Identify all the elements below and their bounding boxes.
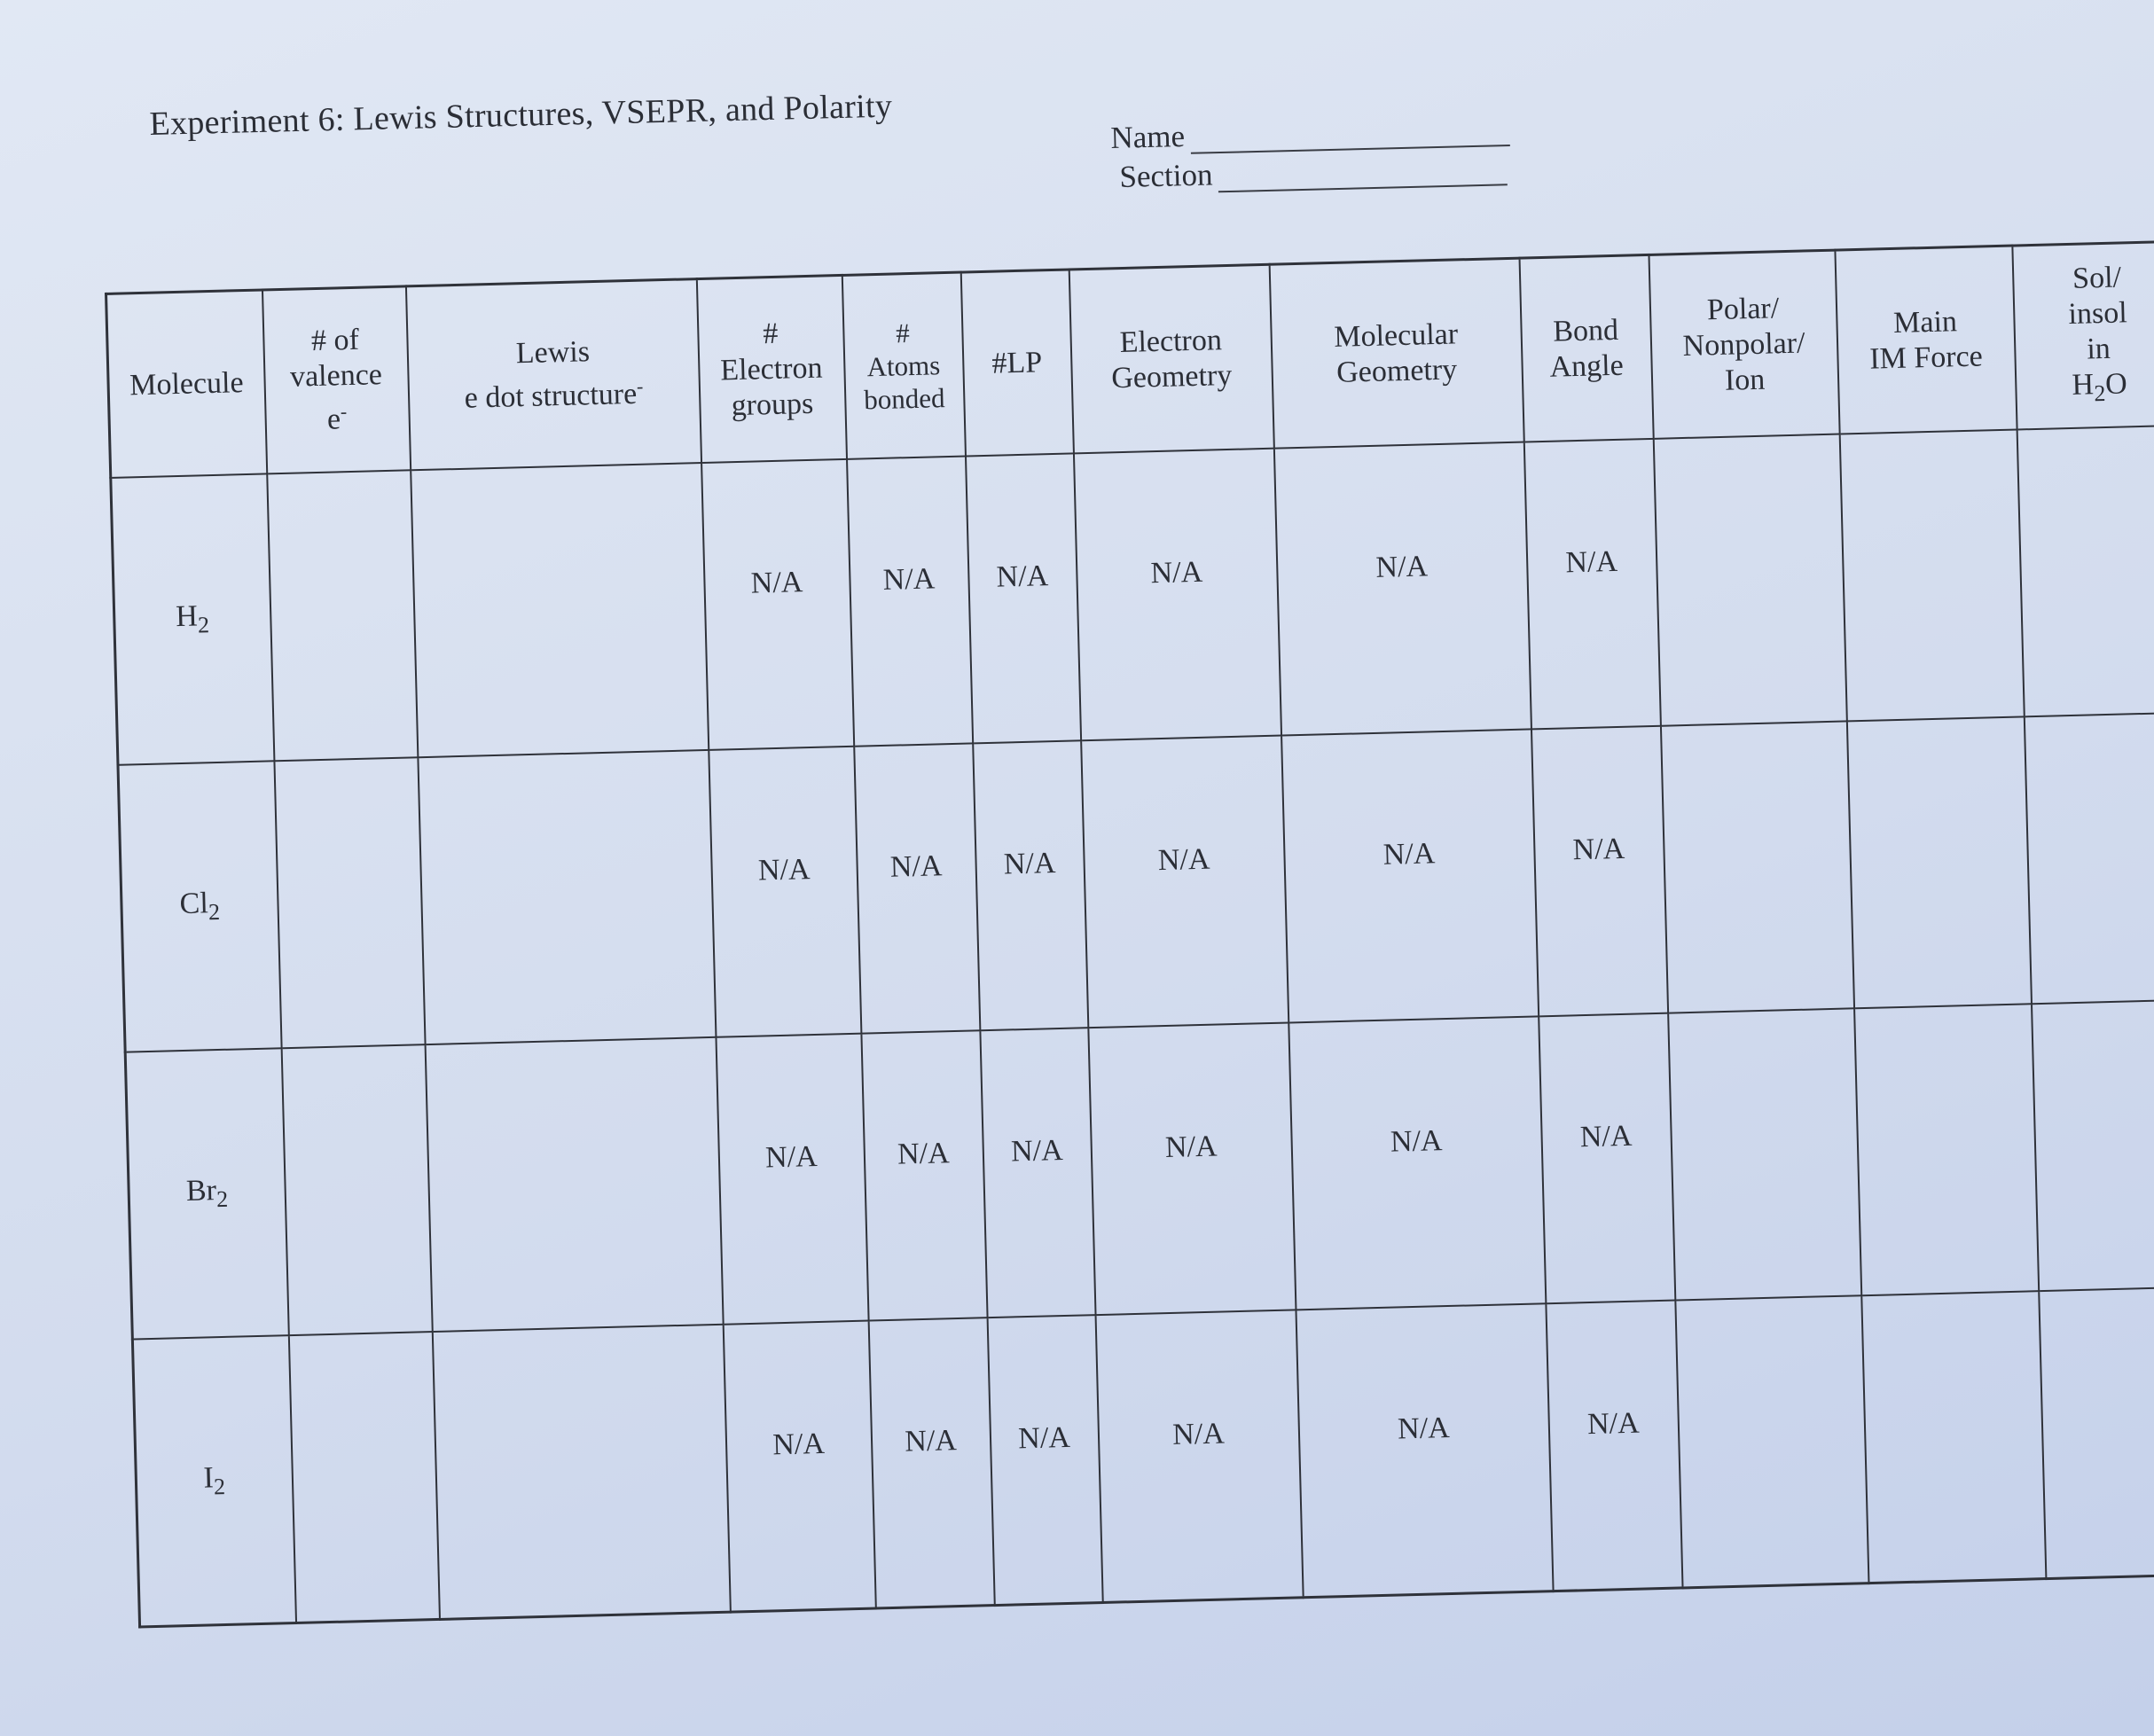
col-header-text: Polar/ bbox=[1706, 291, 1780, 326]
col-header-text: Molecular bbox=[1333, 317, 1459, 354]
table-body bbox=[111, 426, 2154, 1627]
not-applicable-text: N/A bbox=[1397, 1411, 1451, 1446]
molecule-cell bbox=[125, 1048, 288, 1339]
molecule-symbol: Cl bbox=[179, 887, 209, 921]
col-header-text: Main bbox=[1892, 304, 1958, 340]
not-applicable-text: N/A bbox=[889, 849, 943, 884]
cell-bond-angle bbox=[1531, 726, 1667, 1017]
col-header-text: Atoms bbox=[866, 349, 941, 383]
cell-im-force[interactable] bbox=[1861, 1291, 2046, 1583]
not-applicable-text: N/A bbox=[1586, 1406, 1641, 1442]
cell-atoms-bonded bbox=[868, 1318, 994, 1608]
not-applicable-text: N/A bbox=[1171, 1417, 1226, 1451]
not-applicable-text: N/A bbox=[1157, 842, 1210, 878]
table-row bbox=[118, 713, 2154, 1052]
not-applicable-text: N/A bbox=[1382, 837, 1436, 872]
col-header-text: # bbox=[895, 317, 911, 349]
section-blank-line[interactable] bbox=[1218, 157, 1508, 192]
molecule-subscript: 2 bbox=[213, 1473, 226, 1500]
cell-electron-geometry bbox=[1081, 736, 1288, 1028]
molecule-subscript: 2 bbox=[215, 1185, 229, 1213]
not-applicable-text: N/A bbox=[1150, 555, 1203, 590]
table-row bbox=[132, 1286, 2154, 1627]
cell-electron-geometry bbox=[1088, 1022, 1296, 1315]
cell-bond-angle bbox=[1539, 1013, 1675, 1304]
section-field bbox=[1119, 150, 1508, 195]
col-header-text: Lewis bbox=[515, 335, 591, 371]
cell-molecular-geometry bbox=[1296, 1303, 1553, 1598]
molecule-cell bbox=[118, 761, 281, 1052]
col-header-text: O bbox=[2104, 366, 2128, 401]
not-applicable-text: N/A bbox=[757, 853, 811, 888]
not-applicable-text: N/A bbox=[1572, 832, 1625, 867]
not-applicable-text: N/A bbox=[1003, 847, 1056, 881]
superscript-minus: - bbox=[340, 400, 348, 423]
col-header-text: # of bbox=[310, 323, 360, 358]
superscript-minus: - bbox=[636, 374, 644, 397]
cell-polarity[interactable] bbox=[1668, 1008, 1861, 1300]
col-header-text: IM Force bbox=[1868, 339, 1984, 376]
col-header-electron-geometry bbox=[1069, 264, 1273, 453]
cell-lewis-structure[interactable] bbox=[425, 1037, 723, 1332]
col-header-text: Bond bbox=[1552, 313, 1619, 348]
cell-lone-pairs bbox=[987, 1315, 1102, 1605]
not-applicable-text: N/A bbox=[1564, 544, 1618, 580]
cell-lone-pairs bbox=[980, 1028, 1095, 1318]
col-header-text: in bbox=[2086, 332, 2111, 365]
cell-molecular-geometry bbox=[1288, 1016, 1546, 1310]
col-header-bond-angle bbox=[1519, 254, 1653, 442]
col-header-polarity bbox=[1649, 250, 1839, 439]
col-header-molecular-geometry bbox=[1269, 258, 1523, 449]
cell-electron-geometry bbox=[1073, 449, 1281, 741]
cell-solubility[interactable] bbox=[2039, 1286, 2154, 1578]
cell-valence-electrons[interactable] bbox=[267, 470, 418, 761]
not-applicable-text: N/A bbox=[1375, 550, 1429, 584]
not-applicable-text: N/A bbox=[1010, 1133, 1064, 1169]
cell-polarity[interactable] bbox=[1675, 1295, 1868, 1588]
col-header-text: e dot structure bbox=[464, 377, 638, 415]
cell-atoms-bonded bbox=[854, 743, 980, 1033]
not-applicable-text: N/A bbox=[897, 1137, 951, 1171]
cell-solubility[interactable] bbox=[2024, 713, 2154, 1005]
molecule-symbol: H bbox=[175, 599, 199, 634]
cell-valence-electrons[interactable] bbox=[281, 1044, 432, 1335]
col-header-valence-electrons bbox=[262, 286, 410, 474]
col-header-text: #LP bbox=[991, 345, 1043, 380]
cell-electron-groups bbox=[716, 1034, 868, 1325]
name-field bbox=[1110, 111, 1509, 156]
cell-im-force[interactable] bbox=[1846, 716, 2031, 1008]
name-blank-line[interactable] bbox=[1190, 118, 1510, 154]
cell-electron-groups bbox=[723, 1321, 875, 1613]
not-applicable-text: N/A bbox=[1390, 1124, 1443, 1159]
cell-electron-geometry bbox=[1095, 1310, 1303, 1602]
cell-lewis-structure[interactable] bbox=[411, 463, 709, 757]
molecule-subscript: 2 bbox=[208, 898, 221, 926]
cell-valence-electrons[interactable] bbox=[274, 757, 425, 1048]
col-header-text: Geometry bbox=[1110, 358, 1233, 395]
cell-lone-pairs bbox=[973, 740, 1088, 1030]
worksheet-table-container bbox=[105, 240, 2154, 1629]
not-applicable-text: N/A bbox=[750, 566, 803, 600]
col-header-text: bonded bbox=[863, 382, 945, 416]
table-row bbox=[125, 999, 2154, 1339]
not-applicable-text: N/A bbox=[772, 1427, 826, 1462]
section-label: Section bbox=[1119, 157, 1213, 194]
molecule-cell bbox=[132, 1335, 295, 1627]
molecule-subscript: 2 bbox=[197, 612, 210, 638]
cell-molecular-geometry bbox=[1281, 729, 1539, 1022]
col-header-text: valence bbox=[289, 358, 383, 394]
cell-electron-groups bbox=[709, 747, 861, 1037]
not-applicable-text: N/A bbox=[904, 1424, 958, 1458]
col-header-lone-pairs bbox=[960, 270, 1073, 457]
name-label: Name bbox=[1110, 118, 1186, 155]
col-header-text: H bbox=[2072, 367, 2095, 402]
col-header-text: Molecule bbox=[129, 365, 245, 402]
cell-molecular-geometry bbox=[1273, 442, 1531, 736]
col-header-text: Ion bbox=[1724, 363, 1766, 397]
not-applicable-text: N/A bbox=[1164, 1130, 1218, 1165]
not-applicable-text: N/A bbox=[764, 1139, 819, 1175]
col-header-text: Nonpolar/ bbox=[1682, 326, 1805, 363]
col-header-text: Electron bbox=[1119, 323, 1223, 359]
not-applicable-text: N/A bbox=[1579, 1119, 1633, 1154]
cell-valence-electrons[interactable] bbox=[288, 1332, 439, 1623]
cell-solubility[interactable] bbox=[2017, 426, 2154, 717]
col-header-text: # bbox=[762, 317, 779, 350]
col-header-text: Angle bbox=[1549, 348, 1625, 384]
cell-lewis-structure[interactable] bbox=[418, 750, 716, 1044]
col-header-atoms-bonded bbox=[842, 272, 965, 459]
col-header-text: Electron bbox=[719, 351, 823, 387]
col-header-text: Sol/ bbox=[2072, 260, 2122, 295]
col-header-lewis-structure bbox=[405, 279, 701, 471]
col-header-im-force bbox=[1835, 246, 2017, 434]
cell-polarity[interactable] bbox=[1660, 721, 1853, 1013]
molecule-symbol: Br bbox=[185, 1174, 217, 1208]
cell-im-force[interactable] bbox=[1854, 1004, 2039, 1295]
not-applicable-text: N/A bbox=[996, 559, 1049, 594]
col-header-electron-groups bbox=[696, 275, 846, 463]
cell-lewis-structure[interactable] bbox=[432, 1325, 730, 1620]
cell-bond-angle bbox=[1546, 1301, 1682, 1591]
col-header-text: e bbox=[326, 403, 341, 436]
worksheet-table bbox=[105, 240, 2154, 1629]
cell-bond-angle bbox=[1523, 439, 1660, 730]
col-header-text: Geometry bbox=[1335, 352, 1458, 389]
cell-solubility[interactable] bbox=[2031, 999, 2154, 1291]
col-header-text: insol bbox=[2068, 295, 2128, 331]
cell-electron-groups bbox=[701, 459, 854, 750]
molecule-symbol: I bbox=[202, 1461, 215, 1495]
cell-im-force[interactable] bbox=[1839, 429, 2024, 721]
page-title: Experiment 6: Lewis Structures, VSEPR, and Polarity bbox=[149, 87, 893, 143]
cell-atoms-bonded bbox=[847, 457, 973, 747]
subscript-2: 2 bbox=[2093, 379, 2106, 406]
cell-lone-pairs bbox=[965, 453, 1080, 743]
cell-atoms-bonded bbox=[861, 1030, 987, 1320]
molecule-cell bbox=[111, 473, 274, 764]
table-row bbox=[111, 426, 2154, 765]
not-applicable-text: N/A bbox=[1017, 1420, 1071, 1456]
col-header-molecule bbox=[106, 290, 267, 478]
not-applicable-text: N/A bbox=[882, 562, 936, 597]
cell-polarity[interactable] bbox=[1653, 434, 1846, 726]
col-header-solubility bbox=[2012, 241, 2154, 429]
col-header-text: groups bbox=[731, 387, 814, 422]
